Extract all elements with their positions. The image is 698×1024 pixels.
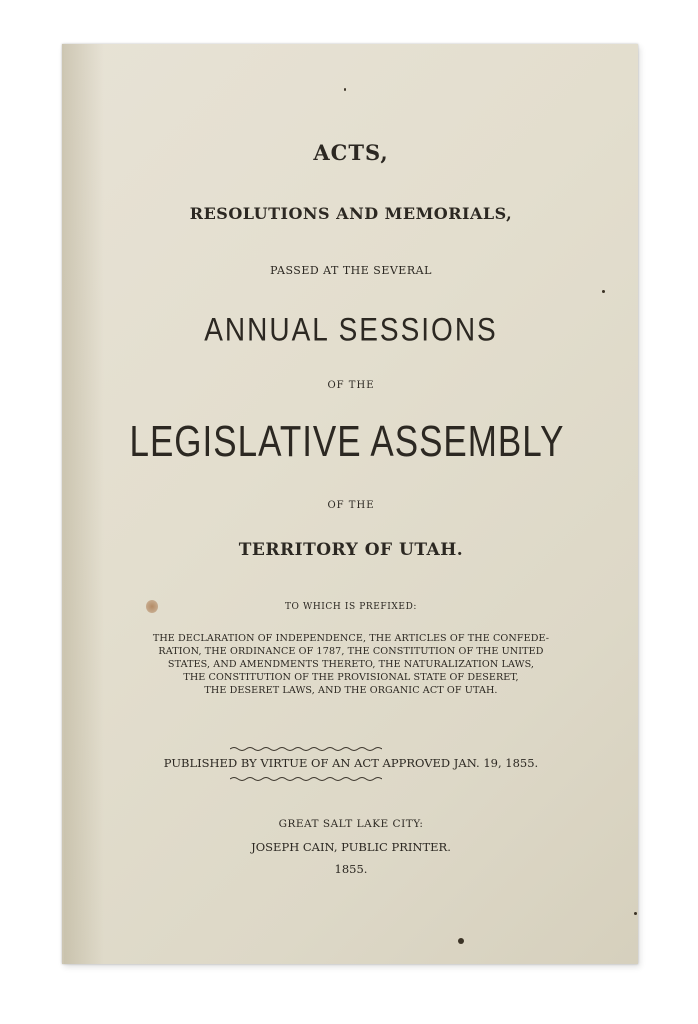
contents-line: RATION, THE ORDINANCE OF 1787, THE CONSTITUTION OF THE UNITED bbox=[158, 646, 544, 657]
contents-line: THE CONSTITUTION OF THE PROVISIONAL STATE OF DESERET, bbox=[183, 672, 519, 683]
wavy-rule-top bbox=[230, 746, 382, 752]
title-annual-sessions: ANNUAL SESSIONS bbox=[204, 311, 498, 348]
title-of-the: OF THE bbox=[327, 380, 375, 391]
title-territory: TERRITORY OF UTAH. bbox=[238, 540, 464, 560]
contents-line: THE DECLARATION OF INDEPENDENCE, THE ARTICLES OF THE CONFEDE- bbox=[152, 633, 550, 644]
imprint-printer: JOSEPH CAIN, PUBLIC PRINTER. bbox=[251, 840, 451, 854]
prefixed-contents bbox=[64, 632, 638, 697]
publication-statement: PUBLISHED BY VIRTUE OF AN ACT APPROVED JAN. 19, 1855. bbox=[163, 756, 539, 770]
title-resolutions: RESOLUTIONS AND MEMORIALS, bbox=[189, 204, 513, 223]
prefixed-heading: TO WHICH IS PREFIXED: bbox=[284, 602, 418, 612]
contents-line: STATES, AND AMENDMENTS THERETO, THE NATURALIZATION LAWS, bbox=[167, 659, 535, 670]
title-passed: PASSED AT THE SEVERAL bbox=[270, 264, 432, 277]
document-page bbox=[62, 44, 638, 964]
ink-speck bbox=[602, 290, 605, 293]
ink-speck bbox=[634, 912, 637, 915]
title-acts: ACTS, bbox=[313, 140, 389, 165]
imprint-city: GREAT SALT LAKE CITY: bbox=[278, 818, 424, 830]
imprint-year: 1855. bbox=[334, 862, 368, 876]
title-legislative-assembly: LEGISLATIVE ASSEMBLY bbox=[129, 417, 565, 466]
wavy-rule-bottom bbox=[230, 776, 382, 782]
ink-speck bbox=[458, 938, 464, 944]
contents-line: THE DESERET LAWS, AND THE ORGANIC ACT OF UTAH. bbox=[204, 685, 498, 696]
title-of-the-2: OF THE bbox=[327, 500, 375, 511]
ink-speck bbox=[344, 88, 346, 91]
